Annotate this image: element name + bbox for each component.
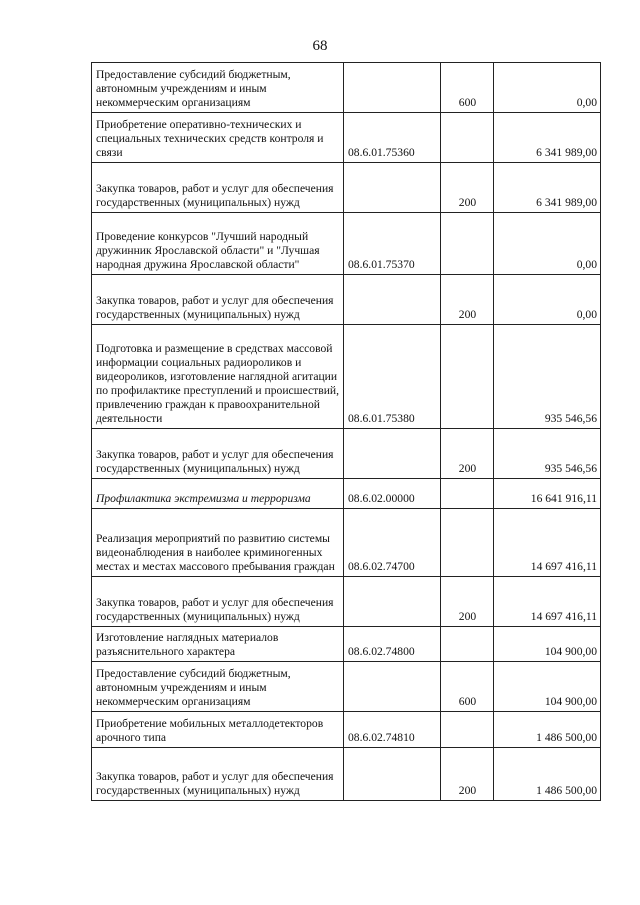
row-target-code <box>344 748 441 801</box>
table-row <box>92 748 601 801</box>
row-expense-type <box>441 113 494 163</box>
row-description: Закупка товаров, работ и услуг для обеспечения государственных (муниципальных) нужд <box>92 275 344 325</box>
table-row <box>92 627 601 662</box>
row-target-code <box>344 163 441 213</box>
row-target-code: 08.6.02.74800 <box>344 627 441 662</box>
row-expense-type <box>441 325 494 429</box>
table-row <box>92 275 601 325</box>
row-target-code: 08.6.02.00000 <box>344 479 441 509</box>
row-amount: 6 341 989,00 <box>494 163 601 213</box>
row-target-code <box>344 63 441 113</box>
table-row <box>92 163 601 213</box>
row-target-code: 08.6.01.75380 <box>344 325 441 429</box>
row-amount: 1 486 500,00 <box>494 712 601 748</box>
row-target-code: 08.6.01.75370 <box>344 213 441 275</box>
row-amount: 935 546,56 <box>494 429 601 479</box>
row-amount: 104 900,00 <box>494 627 601 662</box>
row-expense-type <box>441 627 494 662</box>
row-amount: 1 486 500,00 <box>494 748 601 801</box>
row-expense-type: 200 <box>441 275 494 325</box>
row-amount: 0,00 <box>494 275 601 325</box>
row-description: Закупка товаров, работ и услуг для обеспечения государственных (муниципальных) нужд <box>92 577 344 627</box>
table-row <box>92 63 601 113</box>
row-amount: 935 546,56 <box>494 325 601 429</box>
table-row <box>92 509 601 577</box>
row-description: Профилактика экстремизма и терроризма <box>92 479 344 509</box>
row-target-code <box>344 275 441 325</box>
row-description: Приобретение мобильных металлодетекторов арочного типа <box>92 712 344 748</box>
row-description: Закупка товаров, работ и услуг для обеспечения государственных (муниципальных) нужд <box>92 163 344 213</box>
row-amount: 6 341 989,00 <box>494 113 601 163</box>
row-target-code: 08.6.01.75360 <box>344 113 441 163</box>
row-description: Проведение конкурсов "Лучший народный дружинник Ярославской области" и "Лучшая народная дружина Ярославской области" <box>92 213 344 275</box>
row-description: Предоставление субсидий бюджетным, автономным учреждениям и иным некоммерческим организациям <box>92 63 344 113</box>
row-amount: 14 697 416,11 <box>494 509 601 577</box>
row-description: Приобретение оперативно-технических и специальных технических средств контроля и связи <box>92 113 344 163</box>
row-expense-type: 200 <box>441 163 494 213</box>
table-row <box>92 479 601 509</box>
row-target-code: 08.6.02.74700 <box>344 509 441 577</box>
row-amount: 16 641 916,11 <box>494 479 601 509</box>
budget-table-body <box>92 63 601 801</box>
row-expense-type <box>441 509 494 577</box>
table-row <box>92 325 601 429</box>
table-row <box>92 213 601 275</box>
row-expense-type: 200 <box>441 577 494 627</box>
row-description: Реализация мероприятий по развитию системы видеонаблюдения в наиболее криминогенных местах и местах массового пребывания граждан <box>92 509 344 577</box>
row-target-code <box>344 577 441 627</box>
row-expense-type <box>441 213 494 275</box>
table-row <box>92 577 601 627</box>
row-expense-type: 600 <box>441 662 494 712</box>
row-expense-type: 200 <box>441 429 494 479</box>
row-amount: 14 697 416,11 <box>494 577 601 627</box>
row-expense-type: 600 <box>441 63 494 113</box>
row-description: Предоставление субсидий бюджетным, автономным учреждениям и иным некоммерческим организациям <box>92 662 344 712</box>
row-amount: 0,00 <box>494 63 601 113</box>
table-row <box>92 662 601 712</box>
row-description: Подготовка и размещение в средствах массовой информации социальных радиороликов и видеороликов, изготовление наглядной агитации по профилактике преступлений и происшествий, привлечению граждан к правоохранительной деятельности <box>92 325 344 429</box>
row-description: Закупка товаров, работ и услуг для обеспечения государственных (муниципальных) нужд <box>92 748 344 801</box>
row-target-code <box>344 429 441 479</box>
row-target-code: 08.6.02.74810 <box>344 712 441 748</box>
row-amount: 104 900,00 <box>494 662 601 712</box>
row-amount: 0,00 <box>494 213 601 275</box>
table-row <box>92 712 601 748</box>
row-description: Изготовление наглядных материалов разъяснительного характера <box>92 627 344 662</box>
page-number: 68 <box>312 38 328 54</box>
row-target-code <box>344 662 441 712</box>
row-description: Закупка товаров, работ и услуг для обеспечения государственных (муниципальных) нужд <box>92 429 344 479</box>
budget-table <box>91 62 601 801</box>
row-expense-type: 200 <box>441 748 494 801</box>
table-row <box>92 113 601 163</box>
table-row <box>92 429 601 479</box>
row-expense-type <box>441 479 494 509</box>
row-expense-type <box>441 712 494 748</box>
